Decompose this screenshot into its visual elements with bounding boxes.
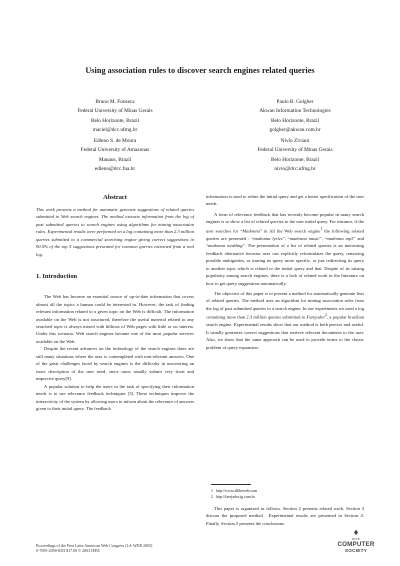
author-affiliation: Akwan Information Technologies [259,108,331,115]
body-paragraph: This paper is organized as follows. Section 2 presents related work. Section 3 discuss the proposed method . Experimental results are presented in Section 4. Finally, Section 5 presents the conclusions. [206,506,364,526]
right-column-bottom [206,505,364,527]
footnote-ref: 2 [325,313,328,318]
author-name: Bruno M. Fonseca [95,99,135,105]
author-block-4 [210,137,380,174]
author-name: Edleno S. de Moura [93,138,137,144]
author-location: Belo Horizonte, Brazil [270,117,320,124]
author-email: maciel@dcc.ufmg.br [92,126,138,133]
author-block-1 [30,98,200,135]
isbn-line: 0-7695-2058-8/03 $17.00 © 2003 IEEE [36,548,100,553]
author-affiliation: Federal University of Minas Gerais [257,147,333,154]
paper-title: Using association rules to discover search engines related queries [85,66,315,75]
left-column [36,193,194,412]
footnote-link[interactable]: http://www.alltheweb.com [215,489,258,493]
footnote-link[interactable]: http://farejador.ig.com.br [215,495,255,499]
footnote-divider [211,484,251,485]
intro-heading: 1. Introduction [36,273,78,281]
author-block-2 [210,98,380,135]
body-paragraph: A form of relevance feedback that has recently become popular in many search engines is to show a list of related queries to the user initial query. For instance, if the user searches for “Madonna” in All the Web search engine$^1$ the following related queries are presented : “madonna lyrics”, “madonna music”, “madonna mp3” and “madonna wedding”. The presentation of a list of related queries is an interesting feedback alternative because user can explicitly reformulates the query, removing possible ambiguities, or turning its query more specific, or just redirecting its query to another topic which is related to the initial query and that. Despite of its raising popularity among search engines, there is a lack of related work in the literature on how to get query suggestions automatically. [206,211,365,286]
right-column [206,193,364,351]
intro-paragraph: A popular solution to help the users in the task of specifying their information needs is to use relevance feedback techniques [3]. These techniques improve the interactivity of the system by allowing users to inform about the relevance of answers given to their initial query. The feedback [36,383,194,411]
footnote-ref: 1 [320,226,323,231]
proceedings-footer [36,543,152,553]
body-paragraph: The objective of this paper is to present a method for automatically generate lists of related queries. The method uses an algorithm for mining association rules from the log of past submitted queries to a search engine. In our experiments we used a log containing more than 2.3 million queries submitted to Farejador$^2$, a popular brazilian search engine. Experimental results show that our method is both precise and useful. It usually generates correct suggestions that retrieve relevant documents to the user. Also, we show that the same approach can be used to provide terms to the classic problem of query expansion. [206,290,364,350]
author-location: Belo Horizonte, Brazil [90,117,140,124]
author-name: Paulo B. Golgher [276,99,314,105]
ieee-diamond-icon: ♦ [353,527,359,537]
author-name: Nivio Ziviani [280,138,310,144]
author-affiliation: Federal University of Amazonas [80,147,150,154]
proceedings-line: Proceedings of the First Latin American Web Congress (LA-WEB 2003) [36,543,153,548]
author-location: Belo Horizonte, Brazil [270,156,320,163]
intro-paragraph: The Web has become an essential source of up-to-date information that covers almost all the topics a human could be interested in. However, the task of finding relevant information related to a given topic on the Web is difficult. The information available on the Web is not structured, therefore the useful material related to any searched topic is always mixed with billions of Web pages with little or no interest. Under this scenario, Web search engines became one of the most popular services available on the Web. [36,294,194,344]
intro-paragraph: Despite the recent advances on the technology of the search engines there are still many situations where the user is contemplated with non-relevant answers. One of the great challenges faced by search engines is the difficulty in uncovering an exact description of the user need, since users usually submit very short and imprecise query[9]. [36,346,194,382]
abstract-text: This work presents a method for automatic generate suggestions of related queries submitted to Web search engines. The method extracts information from the log of past submitted queries to search engines using algorithms for mining association rules. Experimental results were performed on a log containing more than 2.3 million queries submitted to a commercial searching engine giving correct suggestions in 90.5% of the top 5 suggestions presented for common queries extracted from a real log. [36,207,194,257]
author-email: nivio@dcc.ufmg.br [274,165,316,172]
abstract-heading: Abstract [103,194,127,201]
author-email: edleno@dcc.fua.br [94,165,136,172]
computer-society-logo: ♦ IEEE COMPUTER SOCIETY [334,528,378,553]
author-location: Manaus, Brazil [98,156,132,163]
footnote-2: 2 http://farejador.ig.com.br [211,495,255,499]
author-block-3 [30,137,200,174]
footnote-1: 1 http://www.alltheweb.com [211,489,258,493]
author-email: golgher@akwan.com.br [269,126,321,133]
body-paragraph: information is used to refine the initial query and get a better specification of the user needs. [206,194,364,207]
author-affiliation: Federal University of Minas Gerais [77,108,153,115]
